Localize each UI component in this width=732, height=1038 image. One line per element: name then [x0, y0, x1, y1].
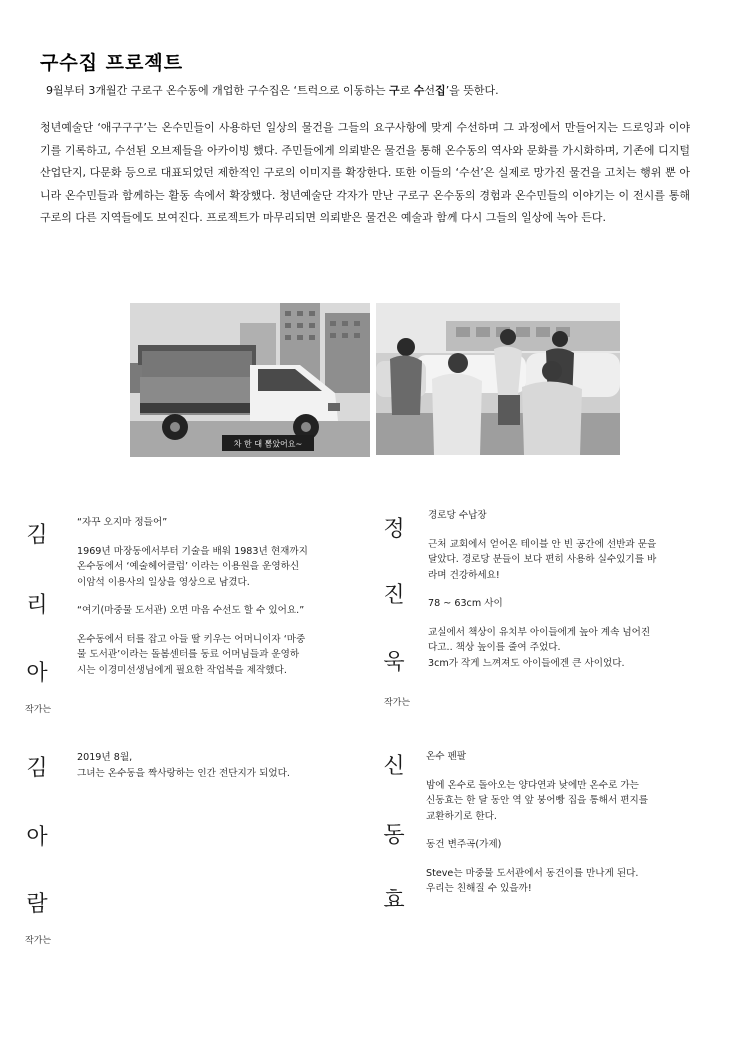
artist2-name-char-2: 진 — [383, 583, 405, 608]
artist2-description: 경로당 수납장 근처 교회에서 얻어온 테이블 안 빈 공간에 선반과 문을 달았다. 경로당 분들이 보다 편히 사용하 실수있기를 바 라며 건강하세요! 78 ~ 63cm 사이 교실에서 책상이 유치부 아이들에게 높아 계속 넘어진 다고.. 책상 높이를 줄여 주었다. 3cm가 작게 느껴져도 아이들에겐 큰 사이었다. — [428, 510, 657, 669]
artist2-suffix: 작가는 — [384, 698, 411, 708]
artist4-name-char-1: 신 — [383, 754, 405, 779]
artist3-name-char-1: 김 — [26, 756, 48, 781]
artist2-name-char-3: 욱 — [383, 650, 405, 675]
artist3-suffix: 작가는 — [25, 936, 52, 946]
subtitle: 9월부터 3개월간 구로구 온수동에 개업한 구수집은 ‘트럭으로 이동하는 구로 수선집’을 뜻한다. — [46, 84, 499, 97]
artist3-description: 2019년 8월, 그녀는 온수동을 짝사랑하는 인간 전단지가 되었다. — [77, 752, 290, 779]
people-photo — [376, 303, 620, 455]
artist1-suffix: 작가는 — [25, 705, 52, 715]
artist1-description: “자꾸 오지마 정들어” 1969년 마장동에서부터 기술을 배워 1983년 현재까지 온수동에서 ‘예술헤어클럽’ 이라는 이용원을 운영하신 이암석 이용사의 일상을 영상으로 남겼다. “여기(마중물 도서관) 오면 마음 수선도 할 수 있어요.” 온수동에서 터를 잡고 아들 딸 키우는 어머니이자 ‘마중 물 도서관’이라는 돌봄센터를 동료 어머님들과 운영하 시는 이경미선생님에게 필요한 작업복을 제작했다. — [77, 517, 308, 676]
artist2-name-char-1: 정 — [383, 517, 405, 542]
artist4-description: 온수 펜팔 밤에 온수로 돌아오는 양다연과 낮에만 온수로 가는 신동효는 한 달 동안 역 앞 붕어빵 집을 통해서 편지를 교환하기로 한다. 동건 변주곡(가제) Steve는 마중물 도서관에서 동건이를 만나게 된다. 우리는 친해질 수 있을까! — [426, 751, 649, 894]
artist3-name-char-2: 아 — [26, 825, 48, 850]
artist1-name-char-3: 아 — [26, 661, 48, 686]
intro-paragraph: 청년예술단 ‘애구구구’는 온수민들이 사용하던 일상의 물건을 그들의 요구사항에 맞게 수선하며 그 과정에서 만들어지는 드로잉과 이야기를 기록하고, 수선된 오브제들을 아카이빙 했다. 주민들에게 의뢰받은 물건을 통해 온수동의 역사와 문화를 가시화하며, 기존에 디지털 산업단지, 다문화 등으로 대표되었던 제한적인 구로의 이미지를 확장한다. 또한 이들의 ‘수선’은 실제로 망가진 물건을 고치는 행위 뿐 아니라 온수민들과 함께하는 활동 속에서 확장했다. 청년예술단 각자가 만난 구로구 온수동의 경험과 온수민들의 이야기는 이 전시를 통해 구로의 다른 지역들에도 보여진다. 프로젝트가 마무리되면 의뢰받은 물건은 예술과 함께 다시 그들의 일상에 녹아 든다. — [40, 121, 690, 225]
truck-photo-caption: 차 한 대 뽑았어요~ — [233, 439, 303, 449]
truck-photo — [130, 303, 370, 457]
artist1-name-char-2: 리 — [26, 593, 48, 618]
artist4-name-char-2: 동 — [383, 823, 405, 848]
page-title: 구수집 프로젝트 — [40, 52, 184, 74]
artist1-name-char-1: 김 — [26, 523, 48, 548]
artist4-name-char-3: 효 — [383, 888, 405, 913]
artist3-name-char-3: 람 — [26, 892, 48, 917]
